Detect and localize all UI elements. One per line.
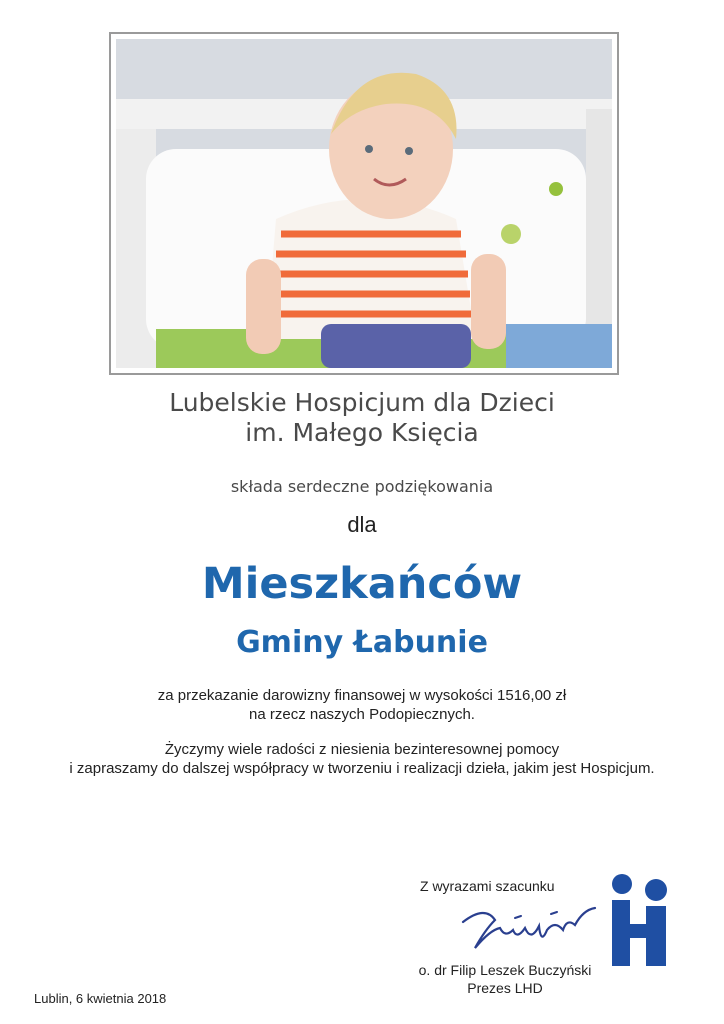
recipient-main: Mieszkańców [201, 559, 523, 609]
place-date: Lublin, 6 kwietnia 2018 [34, 991, 167, 1006]
hospice-logo-icon [610, 872, 670, 968]
body-p2-line2: i zapraszamy do dalszej współpracy w tworzeniu i realizacji dzieła, jakim jest Hospicjum. [69, 760, 655, 777]
recipient-sub: Gminy Łabunie [236, 625, 488, 660]
organization-line-1: Lubelskie Hospicjum dla Dzieci [169, 388, 555, 417]
thanks-line: składa serdeczne podziękowania [230, 477, 494, 496]
body-paragraph-1 [0, 686, 724, 724]
body-p1-line2: na rzecz naszych Podopiecznych. [249, 706, 475, 723]
for-word: dla [347, 512, 377, 537]
photo-frame [109, 32, 619, 375]
body-p2-line1: Życzymy wiele radości z niesienia bezinteresownej pomocy [164, 741, 560, 758]
body-p1-line1: za przekazanie darowizny finansowej w wysokości 1516,00 zł [157, 687, 567, 704]
signer-title: Prezes LHD [467, 980, 543, 996]
body-paragraph-2 [0, 740, 724, 778]
closing-text: Z wyrazami szacunku [420, 878, 555, 894]
child-photo [116, 39, 612, 368]
signer-name: o. dr Filip Leszek Buczyński [418, 962, 592, 978]
organization-line-2: im. Małego Księcia [245, 418, 479, 447]
organization-name [0, 388, 724, 448]
signature-icon [455, 900, 605, 955]
